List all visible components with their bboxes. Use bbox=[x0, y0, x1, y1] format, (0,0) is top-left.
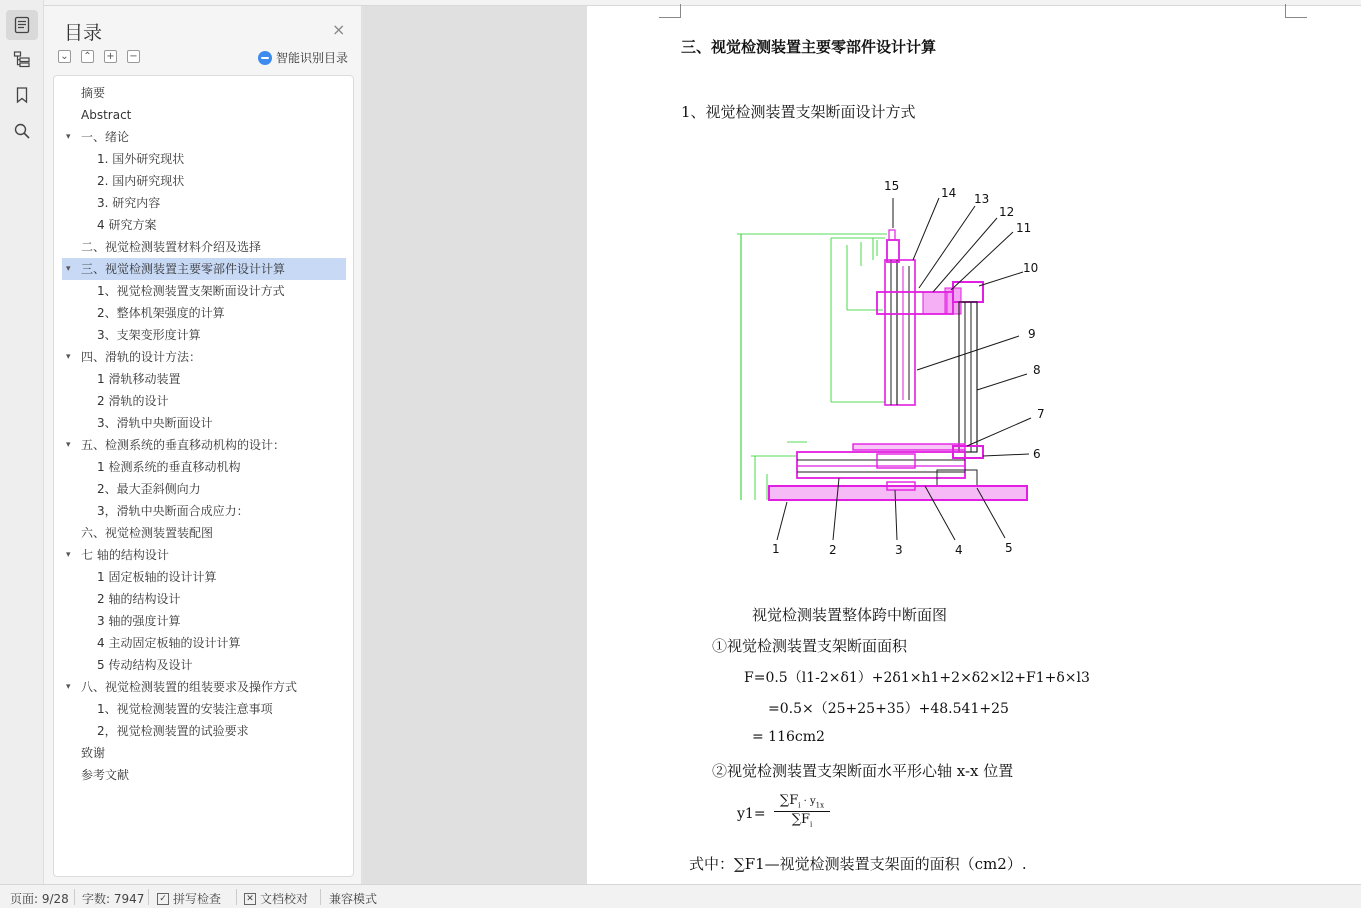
toc-item-label: 2. 国内研究现状 bbox=[97, 174, 185, 188]
toc-item[interactable] bbox=[54, 676, 353, 698]
outline-icon[interactable] bbox=[6, 10, 38, 40]
toc-item[interactable] bbox=[54, 434, 353, 456]
left-icon-rail bbox=[0, 0, 44, 884]
smart-toc-button[interactable] bbox=[258, 49, 348, 66]
y1-label: y1= bbox=[737, 806, 766, 822]
toc-item-label: 1、视觉检测装置的安装注意事项 bbox=[97, 702, 273, 716]
close-icon[interactable]: × bbox=[332, 20, 346, 39]
chevron-down-icon[interactable]: ▾ bbox=[66, 352, 71, 362]
toc-item[interactable] bbox=[54, 148, 353, 170]
toc-item[interactable] bbox=[54, 368, 353, 390]
toc-item-label: 二、视觉检测装置材料介绍及选择 bbox=[81, 240, 262, 254]
toc-item[interactable] bbox=[54, 544, 353, 566]
toc-item[interactable] bbox=[54, 522, 353, 544]
part-label-15: 15 bbox=[884, 179, 900, 193]
toc-item-label: 七 轴的结构设计 bbox=[81, 548, 169, 562]
list-item-centroid: ②视觉检测装置支架断面水平形心轴 x-x 位置 bbox=[712, 762, 1014, 780]
toc-item-label: 六、视觉检测装置装配图 bbox=[81, 526, 214, 540]
proofread-button[interactable]: ✕ 文档校对 bbox=[244, 890, 308, 907]
status-divider bbox=[74, 889, 75, 905]
toc-list bbox=[54, 82, 353, 786]
toc-item-label: 1 检测系统的垂直移动机构 bbox=[97, 460, 241, 474]
toc-item-label: 2，视觉检测装置的试验要求 bbox=[97, 724, 249, 738]
toc-item-label: 一、绪论 bbox=[81, 130, 130, 144]
part-label-5: 5 bbox=[1005, 541, 1013, 555]
toc-item-label: 2 轴的结构设计 bbox=[97, 592, 181, 606]
toc-item-label: 致谢 bbox=[81, 746, 106, 760]
toc-item-label: 2 滑轨的设计 bbox=[97, 394, 169, 408]
section-heading: 三、视觉检测装置主要零部件设计计算 bbox=[681, 38, 937, 56]
toc-item[interactable] bbox=[54, 82, 353, 104]
part-label-12: 12 bbox=[999, 205, 1015, 219]
toc-item-label: Abstract bbox=[81, 108, 132, 122]
toc-toolbar bbox=[58, 50, 140, 63]
toc-item[interactable] bbox=[54, 698, 353, 720]
crop-mark-right bbox=[1285, 4, 1307, 18]
part-label-10: 10 bbox=[1023, 261, 1039, 275]
toc-item[interactable] bbox=[54, 302, 353, 324]
proofread-icon: ✕ bbox=[244, 893, 256, 905]
word-count[interactable]: 字数: 7947 bbox=[82, 892, 145, 906]
toc-item-label: 1 滑轨移动装置 bbox=[97, 372, 181, 386]
toc-item[interactable] bbox=[54, 280, 353, 302]
toc-title: 目录 bbox=[64, 22, 103, 44]
part-label-9: 9 bbox=[1028, 327, 1036, 341]
toc-item[interactable] bbox=[54, 456, 353, 478]
structure-icon[interactable] bbox=[6, 44, 38, 74]
toc-item[interactable] bbox=[54, 610, 353, 632]
toc-item-label: 3、支架变形度计算 bbox=[97, 328, 201, 342]
toc-item-label: 五、检测系统的垂直移动机构的设计： bbox=[81, 438, 286, 452]
chevron-down-icon[interactable]: ▾ bbox=[66, 440, 71, 450]
toc-item-label: 3 轴的强度计算 bbox=[97, 614, 181, 628]
toc-item[interactable] bbox=[54, 170, 353, 192]
part-label-7: 7 bbox=[1037, 407, 1045, 421]
toc-item-label: 2、最大歪斜侧向力 bbox=[97, 482, 201, 496]
chevron-down-icon[interactable]: ▾ bbox=[66, 264, 71, 274]
smart-recognize-icon bbox=[258, 51, 272, 65]
toc-item-label: 八、视觉检测装置的组装要求及操作方式 bbox=[81, 680, 298, 694]
status-divider bbox=[148, 889, 149, 905]
toc-item[interactable] bbox=[54, 654, 353, 676]
toc-item[interactable] bbox=[54, 126, 353, 148]
toc-item[interactable] bbox=[54, 632, 353, 654]
toc-item-label: 1 固定板轴的设计计算 bbox=[97, 570, 217, 584]
toc-item[interactable] bbox=[62, 258, 346, 280]
status-divider bbox=[236, 889, 237, 905]
toc-item[interactable] bbox=[54, 742, 353, 764]
toc-item[interactable] bbox=[54, 104, 353, 126]
bookmark-icon[interactable] bbox=[6, 80, 38, 110]
chevron-down-icon[interactable]: ▾ bbox=[66, 550, 71, 560]
toc-item-label: 摘要 bbox=[81, 86, 106, 100]
toc-item-label: 1. 国外研究现状 bbox=[97, 152, 185, 166]
part-label-13: 13 bbox=[974, 192, 990, 206]
toc-item[interactable] bbox=[54, 192, 353, 214]
toc-item-label: 1、视觉检测装置支架断面设计方式 bbox=[97, 284, 285, 298]
toc-item[interactable] bbox=[54, 720, 353, 742]
chevron-down-icon[interactable]: ▾ bbox=[66, 132, 71, 142]
toc-item-label: 5 传动结构及设计 bbox=[97, 658, 193, 672]
remove-level-icon[interactable]: − bbox=[127, 50, 140, 63]
smart-toc-label: 智能识别目录 bbox=[276, 51, 349, 65]
formula-line-3: = 116cm2 bbox=[752, 729, 825, 745]
toc-panel bbox=[44, 6, 362, 884]
toc-item-label: 4 主动固定板轴的设计计算 bbox=[97, 636, 241, 650]
toc-item[interactable] bbox=[54, 214, 353, 236]
crop-mark-left bbox=[659, 4, 681, 18]
toc-item[interactable] bbox=[54, 412, 353, 434]
toc-item[interactable] bbox=[54, 764, 353, 786]
toc-item-label: 3. 研究内容 bbox=[97, 196, 161, 210]
expand-all-icon[interactable]: ⌃ bbox=[81, 50, 94, 63]
toc-item-label: 四、滑轨的设计方法： bbox=[81, 350, 202, 364]
part-label-4: 4 bbox=[955, 543, 963, 557]
check-icon: ✓ bbox=[157, 893, 169, 905]
document-page[interactable] bbox=[587, 6, 1361, 884]
figure-caption: 视觉检测装置整体跨中断面图 bbox=[752, 606, 948, 624]
fraction-denominator: $\sum F_i$ bbox=[791, 811, 813, 829]
toc-item[interactable] bbox=[54, 500, 353, 522]
compat-mode: 兼容模式 bbox=[329, 892, 378, 906]
status-divider bbox=[320, 889, 321, 905]
list-item-area: ①视觉检测装置支架断面面积 bbox=[712, 637, 908, 655]
toc-item-label: 三、视觉检测装置主要零部件设计计算 bbox=[81, 262, 286, 276]
part-label-6: 6 bbox=[1033, 447, 1041, 461]
fraction-numerator: $\sum F_i \cdot y_{1x}$ bbox=[774, 793, 830, 812]
gray-workspace bbox=[363, 6, 587, 884]
page-indicator[interactable]: 页面: 9/28 bbox=[10, 892, 69, 906]
chevron-down-icon[interactable]: ▾ bbox=[66, 682, 71, 692]
part-label-3: 3 bbox=[895, 543, 903, 557]
formula-line-1: F=0.5（l1-2×δ1）+2δ1×h1+2×δ2×l2+F1+δ×l3 bbox=[744, 670, 1090, 686]
toc-item[interactable] bbox=[54, 324, 353, 346]
status-bar bbox=[0, 884, 1361, 908]
formula-line-2: =0.5×（25+25+35）+48.541+25 bbox=[768, 701, 1009, 717]
toc-list-container bbox=[53, 75, 354, 877]
centroid-fraction bbox=[774, 793, 830, 828]
part-label-2: 2 bbox=[829, 543, 837, 557]
toc-item-label: 3，滑轨中央断面合成应力： bbox=[97, 504, 249, 518]
add-level-icon[interactable]: + bbox=[104, 50, 117, 63]
search-icon[interactable] bbox=[6, 116, 38, 146]
toc-item[interactable] bbox=[54, 588, 353, 610]
toc-item-label: 4 研究方案 bbox=[97, 218, 157, 232]
toc-item-label: 2、整体机架强度的计算 bbox=[97, 306, 225, 320]
part-label-1: 1 bbox=[772, 542, 780, 556]
toc-item[interactable] bbox=[54, 478, 353, 500]
formula-note: 式中：∑F1—视觉检测装置支架面的面积（cm2）. bbox=[689, 855, 1027, 873]
part-label-8: 8 bbox=[1033, 363, 1041, 377]
collapse-all-icon[interactable]: ⌄ bbox=[58, 50, 71, 63]
toc-item[interactable] bbox=[54, 566, 353, 588]
toc-item[interactable] bbox=[54, 346, 353, 368]
frame-cross-section-drawing bbox=[727, 170, 1047, 560]
part-label-11: 11 bbox=[1016, 221, 1032, 235]
spell-check-button[interactable]: ✓ 拼写检查 bbox=[157, 890, 221, 907]
toc-item[interactable] bbox=[54, 236, 353, 258]
toc-item[interactable] bbox=[54, 390, 353, 412]
toc-item-label: 参考文献 bbox=[81, 768, 130, 782]
subsection-heading: 1、视觉检测装置支架断面设计方式 bbox=[681, 103, 916, 121]
part-label-14: 14 bbox=[941, 186, 957, 200]
toc-item-label: 3、滑轨中央断面设计 bbox=[97, 416, 213, 430]
